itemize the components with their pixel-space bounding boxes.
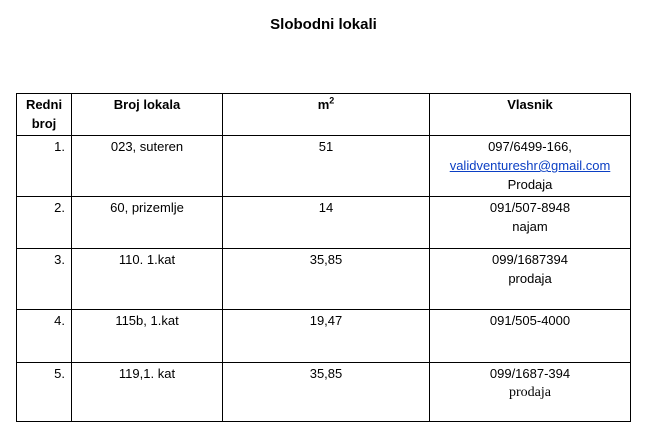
header-m2-superscript: 2 bbox=[329, 95, 335, 106]
header-redni-broj-line1: Redni bbox=[25, 97, 63, 112]
cell-redni-broj: 2. bbox=[17, 197, 72, 249]
vlasnik-phone: 099/1687394 bbox=[492, 252, 568, 267]
vlasnik-note: prodaja bbox=[508, 271, 552, 286]
cell-m2: 51 bbox=[223, 136, 430, 197]
cell-vlasnik bbox=[430, 363, 631, 422]
header-m2 bbox=[223, 94, 430, 136]
vlasnik-note: najam bbox=[512, 219, 548, 234]
vlasnik-phone: 091/505-4000 bbox=[489, 313, 571, 328]
cell-broj-lokala: 119,1. kat bbox=[72, 363, 223, 422]
vlasnik-phone: 099/1687-394 bbox=[489, 366, 571, 381]
cell-vlasnik bbox=[430, 249, 631, 310]
table-row bbox=[17, 136, 631, 197]
header-redni-broj-line2: broj bbox=[31, 116, 57, 131]
vlasnik-email-link[interactable]: validventureshr@gmail.com bbox=[449, 158, 611, 173]
table-header-row bbox=[17, 94, 631, 136]
cell-m2: 19,47 bbox=[223, 310, 430, 363]
cell-redni-broj: 5. bbox=[17, 363, 72, 422]
vlasnik-phone: 091/507-8948 bbox=[489, 200, 571, 215]
cell-broj-lokala: 60, prizemlje bbox=[72, 197, 223, 249]
lokali-table bbox=[16, 93, 631, 422]
table-row bbox=[17, 197, 631, 249]
cell-m2: 14 bbox=[223, 197, 430, 249]
table-row bbox=[17, 363, 631, 422]
vlasnik-phone: 097/6499-166, bbox=[488, 139, 572, 154]
cell-broj-lokala: 110. 1.kat bbox=[72, 249, 223, 310]
document-title: Slobodni lokali bbox=[270, 16, 377, 33]
cell-redni-broj: 1. bbox=[17, 136, 72, 197]
vlasnik-note: prodaja bbox=[509, 385, 551, 400]
cell-vlasnik bbox=[430, 136, 631, 197]
cell-vlasnik bbox=[430, 310, 631, 363]
cell-redni-broj: 4. bbox=[17, 310, 72, 363]
table-row bbox=[17, 310, 631, 363]
cell-broj-lokala: 115b, 1.kat bbox=[72, 310, 223, 363]
cell-m2: 35,85 bbox=[223, 249, 430, 310]
cell-redni-broj: 3. bbox=[17, 249, 72, 310]
cell-m2: 35,85 bbox=[223, 363, 430, 422]
header-broj-lokala: Broj lokala bbox=[72, 94, 223, 136]
cell-broj-lokala: 023, suteren bbox=[72, 136, 223, 197]
header-m2-base: m bbox=[317, 97, 330, 112]
vlasnik-note: Prodaja bbox=[507, 177, 553, 192]
cell-vlasnik bbox=[430, 197, 631, 249]
header-redni-broj bbox=[17, 94, 72, 136]
table-row bbox=[17, 249, 631, 310]
header-vlasnik: Vlasnik bbox=[430, 94, 631, 136]
